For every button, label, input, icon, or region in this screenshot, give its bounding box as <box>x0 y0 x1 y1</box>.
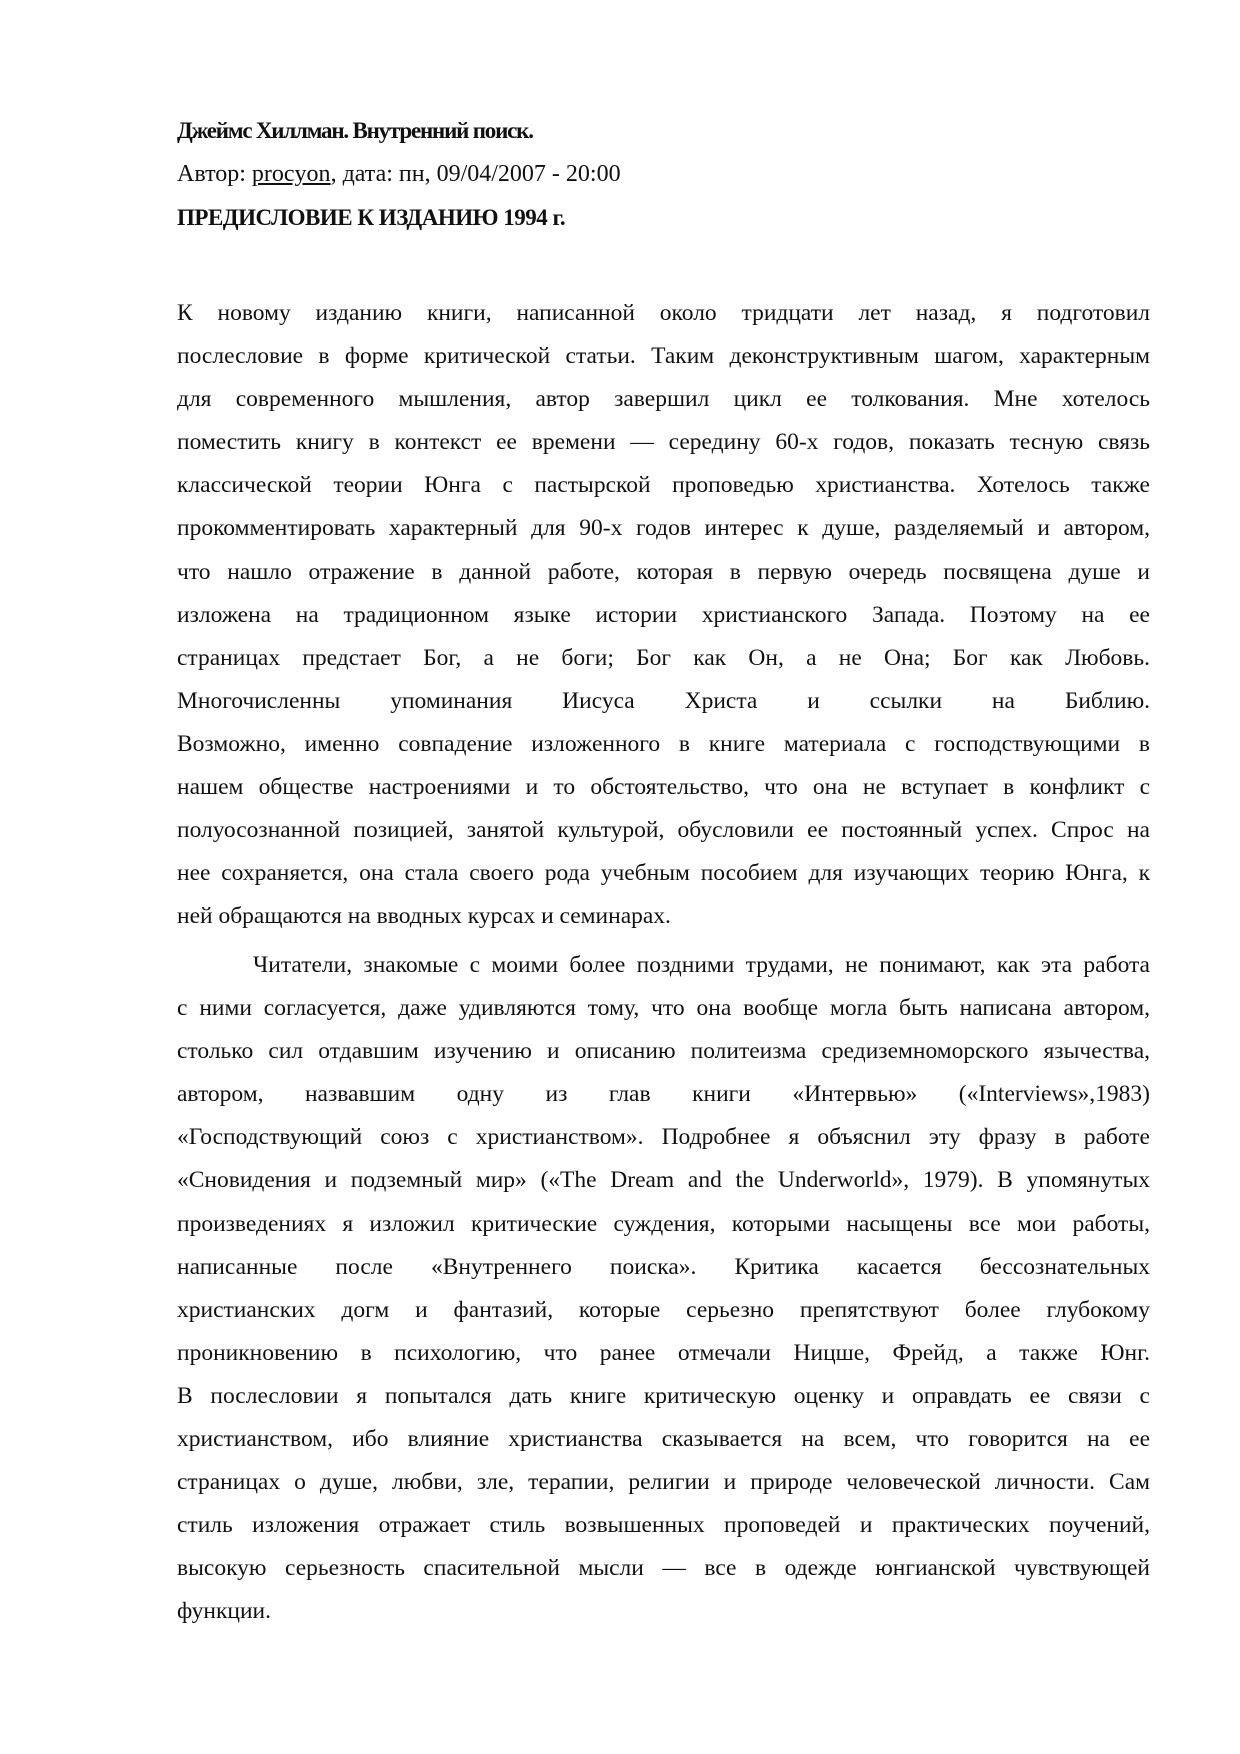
text-line: поместить книгу в контекст ее времени — середину 60-х годов, показать тесную связь <box>177 429 1150 456</box>
text-line: Многочисленны упоминания Иисуса Христа и ссылки на Библию. <box>177 687 1150 714</box>
text-line: стиль изложения отражает стиль возвышенных проповедей и практических поучений, <box>177 1512 1150 1539</box>
post-date: , дата: пн, 09/04/2007 - 20:00 <box>330 161 621 187</box>
author-label: Автор: <box>177 161 252 187</box>
text-line: «Сновидения и подземный мир» («The Dream and the Underworld», 1979). В упомянутых <box>177 1167 1150 1194</box>
paragraph-1 <box>177 292 1150 938</box>
text-line: с ними согласуется, даже удивляются тому, что она вообще могла быть написана автором, <box>177 995 1150 1022</box>
text-line: ней обращаются на вводных курсах и семинарах. <box>177 903 671 930</box>
text-line: К новому изданию книги, написанной около тридцати лет назад, я подготовил <box>177 300 1150 326</box>
text-line: Возможно, именно совпадение изложенного в книге материала с господствующими в <box>177 730 1150 757</box>
text-line: проникновению в психологию, что ранее отмечали Ницше, Фрейд, а также Юнг. <box>177 1339 1150 1366</box>
text-line: высокую серьезность спасительной мысли — все в одежде юнгианской чувствующей <box>177 1555 1150 1582</box>
text-line: для современного мышления, автор завершил цикл ее толкования. Мне хотелось <box>177 386 1150 413</box>
text-line: нее сохраняется, она стала своего рода учебным пособием для изучающих теорию Юнга, к <box>177 860 1150 887</box>
text-line: нашем обществе настроениями и то обстоятельство, что она не вступает в конфликт с <box>177 774 1150 801</box>
post-meta <box>177 161 621 188</box>
text-line: произведениях я изложил критические суждения, которыми насыщены все мои работы, <box>177 1210 1150 1237</box>
text-line: страницах о душе, любви, зле, терапии, религии и природе человеческой личности. Сам <box>177 1469 1150 1496</box>
text-line: изложена на традиционном языке истории христианского Запада. Поэтому на ее <box>177 601 1150 628</box>
text-line: христианством, ибо влияние христианства сказывается на всем, что говорится на ее <box>177 1426 1150 1453</box>
text-line: функции. <box>177 1598 271 1625</box>
document-title: Джеймс Хиллман. Внутренний поиск. <box>177 118 533 143</box>
text-line: Читатели, знакомые с моими более поздними трудами, не понимают, как эта работа <box>253 952 1150 978</box>
text-line: христианских догм и фантазий, которые серьезно препятствуют более глубокому <box>177 1296 1150 1323</box>
text-line: написанные после «Внутреннего поиска». Критика касается бессознательных <box>177 1253 1150 1280</box>
text-line: страницах предстает Бог, а не боги; Бог как Он, а не Она; Бог как Любовь. <box>177 644 1150 671</box>
text-line: полуосознанной позицией, занятой культурой, обусловили ее постоянный успех. Спрос на <box>177 817 1150 844</box>
author-link[interactable]: procyon <box>251 161 331 187</box>
text-line: прокомментировать характерный для 90-х годов интерес к душе, разделяемый и автором, <box>177 515 1150 542</box>
text-line: «Господствующий союз с христианством». Подробнее я объяснил эту фразу в работе <box>177 1124 1150 1151</box>
text-line: столько сил отдавшим изучению и описанию политеизма средиземноморского язычества, <box>177 1038 1150 1065</box>
text-line: В послесловии я попытался дать книге критическую оценку и оправдать ее связи с <box>177 1382 1150 1409</box>
text-line: что нашло отражение в данной работе, которая в первую очередь посвящена душе и <box>177 558 1150 585</box>
paragraph-2 <box>177 944 1150 1634</box>
text-line: автором, назвавшим одну из глав книги «Интервью» («Interviews»,1983) <box>177 1081 1150 1108</box>
text-line: послесловие в форме критической статьи. Таким деконструктивным шагом, характерным <box>177 343 1150 370</box>
section-heading: ПРЕДИСЛОВИЕ К ИЗДАНИЮ 1994 г. <box>177 205 566 230</box>
text-line: классической теории Юнга с пастырской проповедью христианства. Хотелось также <box>177 472 1150 499</box>
